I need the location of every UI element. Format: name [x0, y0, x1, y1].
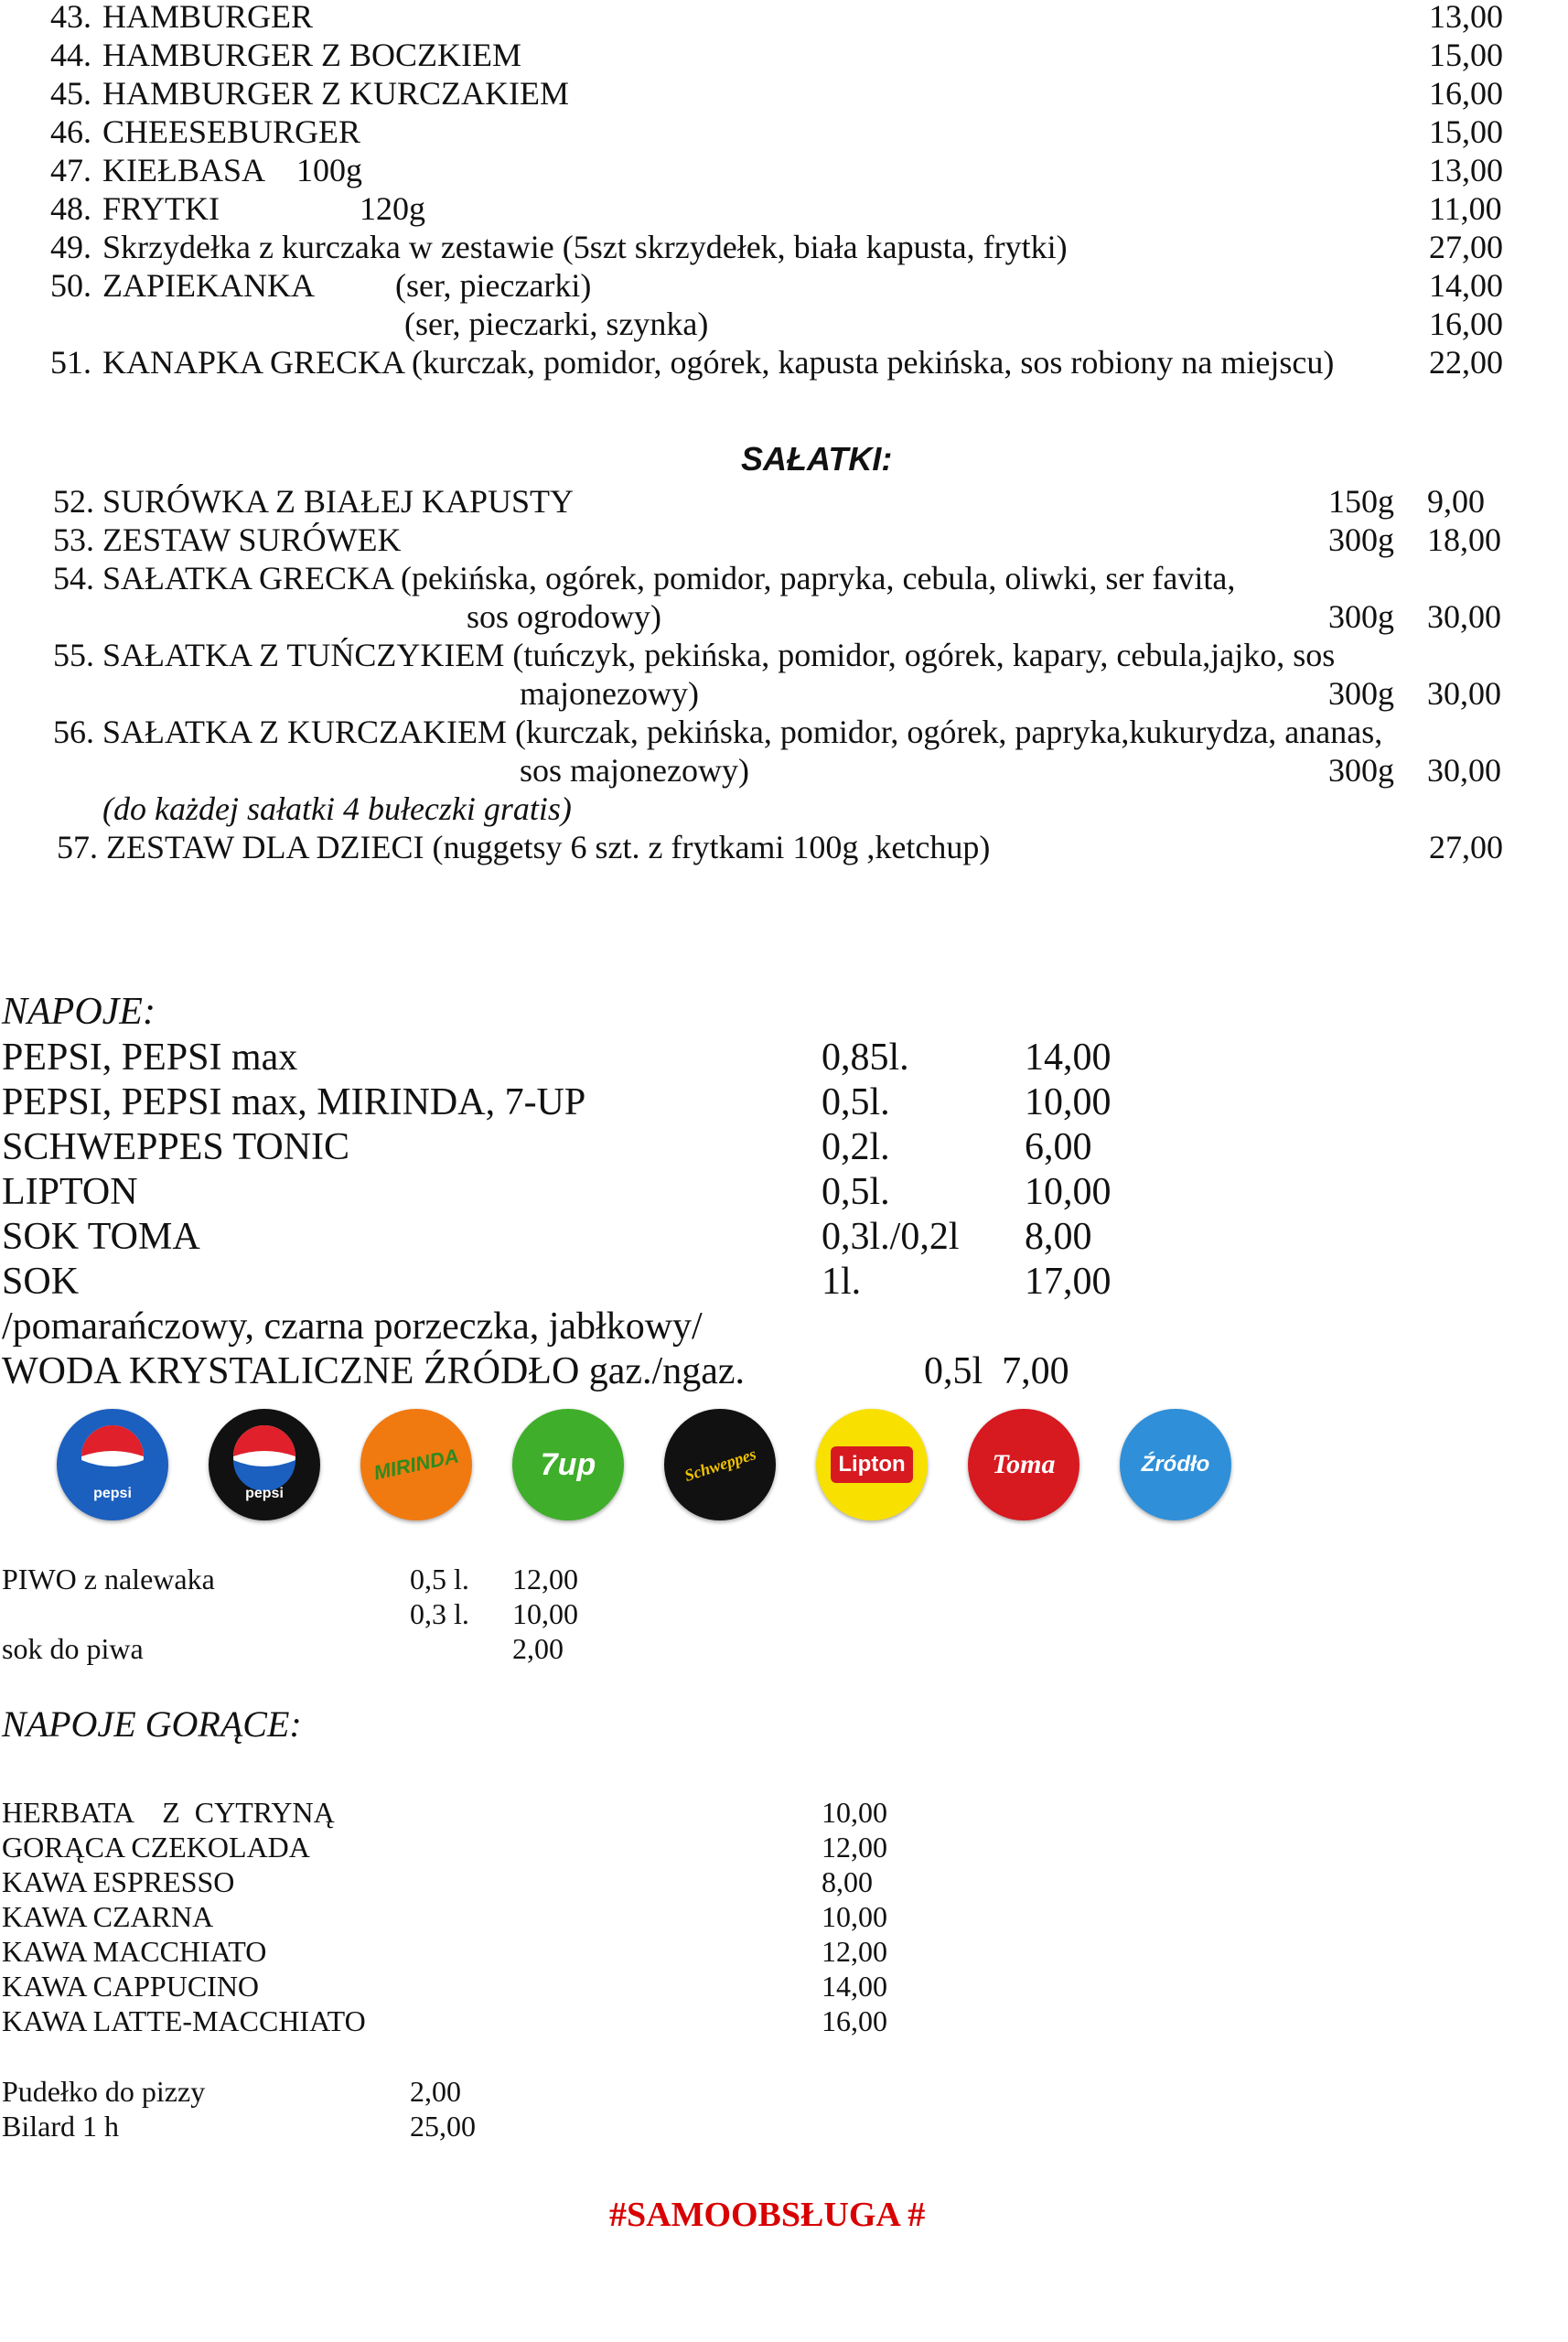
- drink-logos: [57, 1409, 1246, 1523]
- food-num-51: 51.: [50, 344, 91, 381]
- food-price-44: 15,00: [1429, 37, 1503, 73]
- drink-name-0: PEPSI, PEPSI max: [2, 1037, 298, 1079]
- drink-size-4: 0,3l./0,2l: [822, 1216, 960, 1258]
- salad-price-53: 18,00: [1427, 521, 1501, 558]
- hot-drink-name-6: KAWA LATTE-MACCHIATO: [2, 2004, 366, 2037]
- food-name-50: ZAPIEKANKA (ser, pieczarki): [102, 267, 592, 304]
- food-price-51: 22,00: [1429, 344, 1503, 381]
- drink-name-4: SOK TOMA: [2, 1216, 200, 1258]
- food-num-50: 50.: [50, 267, 91, 304]
- toma-logo: Toma: [968, 1409, 1079, 1520]
- beer-name-0: PIWO z nalewaka: [2, 1563, 215, 1595]
- salad-line-54b: sos ogrodowy): [467, 598, 661, 635]
- beer-size-1: 0,3 l.: [410, 1597, 469, 1630]
- drink-price-4: 8,00: [1025, 1216, 1092, 1258]
- pepsi-logo: pepsi: [57, 1409, 168, 1520]
- drink-price-1: 10,00: [1025, 1081, 1112, 1123]
- schweppes-logo: Schweppes: [664, 1409, 776, 1520]
- food-num-43: 43.: [50, 0, 91, 35]
- salad-line-55b: majonezowy): [520, 675, 699, 712]
- hot-drink-name-3: KAWA CZARNA: [2, 1900, 214, 1933]
- food-num-49: 49.: [50, 229, 91, 265]
- food-num-48: 48.: [50, 190, 91, 227]
- salad-weight-56: 300g: [1328, 752, 1394, 789]
- food-price-46: 15,00: [1429, 113, 1503, 150]
- kids-set-price: 27,00: [1429, 829, 1503, 865]
- extra-price-1: 25,00: [410, 2110, 476, 2143]
- salads-note: (do każdej sałatki 4 bułeczki gratis): [102, 790, 572, 827]
- lipton-logo: Lipton: [816, 1409, 928, 1520]
- pepsi-max-logo: pepsi: [209, 1409, 320, 1520]
- hot-drink-price-2: 8,00: [822, 1865, 873, 1898]
- food-price-43: 13,00: [1429, 0, 1503, 35]
- drink-name-1: PEPSI, PEPSI max, MIRINDA, 7-UP: [2, 1081, 586, 1123]
- food-num-45: 45.: [50, 75, 91, 112]
- salad-price-56: 30,00: [1427, 752, 1501, 789]
- food-price-50: 14,00: [1429, 267, 1503, 304]
- drink-name-5: SOK: [2, 1261, 80, 1303]
- salad-line-52: 52. SURÓWKA Z BIAŁEJ KAPUSTY: [53, 483, 575, 520]
- food-name-50b: (ser, pieczarki, szynka): [404, 306, 709, 342]
- drink-price-3: 10,00: [1025, 1171, 1112, 1213]
- hot-drink-name-0: HERBATA Z CYTRYNĄ: [2, 1796, 335, 1829]
- hot-drink-name-4: KAWA MACCHIATO: [2, 1935, 267, 1968]
- food-price-48: 11,00: [1429, 190, 1502, 227]
- salad-price-52: 9,00: [1427, 483, 1485, 520]
- salad-line-53: 53. ZESTAW SURÓWEK: [53, 521, 402, 558]
- water-size-price: 0,5l 7,00: [924, 1350, 1069, 1392]
- food-name-43: HAMBURGER: [102, 0, 314, 35]
- salad-line-55: 55. SAŁATKA Z TUŃCZYKIEM (tuńczyk, pekińska, pomidor, ogórek, kapary, cebula,jajko, sos: [53, 637, 1336, 673]
- food-name-48: FRYTKI 120g: [102, 190, 426, 227]
- food-name-44: HAMBURGER Z BOCZKIEM: [102, 37, 522, 73]
- hot-drink-name-5: KAWA CAPPUCINO: [2, 1970, 260, 2003]
- food-num-47: 47.: [50, 152, 91, 188]
- salad-line-56b: sos majonezowy): [520, 752, 749, 789]
- hot-drink-price-0: 10,00: [822, 1796, 887, 1829]
- food-name-51: KANAPKA GRECKA (kurczak, pomidor, ogórek, kapusta pekińska, sos robiony na miejscu): [102, 344, 1335, 381]
- beer-name-2: sok do piwa: [2, 1632, 144, 1665]
- salad-line-54: 54. SAŁATKA GRECKA (pekińska, ogórek, pomidor, papryka, cebula, oliwki, ser favita,: [53, 560, 1236, 596]
- food-price-47: 13,00: [1429, 152, 1503, 188]
- food-name-49: Skrzydełka z kurczaka w zestawie (5szt skrzydełek, biała kapusta, frytki): [102, 229, 1068, 265]
- beer-price-2: 2,00: [512, 1632, 564, 1665]
- salad-weight-54: 300g: [1328, 598, 1394, 635]
- drink-price-0: 14,00: [1025, 1037, 1112, 1079]
- hot-drink-price-5: 14,00: [822, 1970, 887, 2003]
- food-name-47: KIEŁBASA 100g: [102, 152, 363, 188]
- food-price-50b: 16,00: [1429, 306, 1503, 342]
- salad-price-54: 30,00: [1427, 598, 1501, 635]
- hot-drinks-title: NAPOJE GORĄCE:: [2, 1703, 302, 1745]
- beer-size-0: 0,5 l.: [410, 1563, 469, 1595]
- salads-title: SAŁATKI:: [741, 440, 893, 478]
- krystaliczne-zrodlo-logo: Źródło: [1120, 1409, 1231, 1520]
- beer-price-1: 10,00: [512, 1597, 578, 1630]
- food-price-49: 27,00: [1429, 229, 1503, 265]
- drink-price-5: 17,00: [1025, 1261, 1112, 1303]
- salad-weight-53: 300g: [1328, 521, 1394, 558]
- mirinda-logo: MIRINDA: [360, 1409, 472, 1520]
- food-name-45: HAMBURGER Z KURCZAKIEM: [102, 75, 570, 112]
- drinks-title: NAPOJE:: [2, 991, 156, 1033]
- drink-size-3: 0,5l.: [822, 1171, 890, 1213]
- kids-set: 57. ZESTAW DLA DZIECI (nuggetsy 6 szt. z frytkami 100g ,ketchup): [57, 829, 991, 865]
- hot-drink-price-4: 12,00: [822, 1935, 887, 1968]
- 7up-logo: 7up: [512, 1409, 624, 1520]
- hot-drink-price-1: 12,00: [822, 1831, 887, 1864]
- drink-name-2: SCHWEPPES TONIC: [2, 1126, 350, 1168]
- drink-size-2: 0,2l.: [822, 1126, 890, 1168]
- extra-name-0: Pudełko do pizzy: [2, 2075, 206, 2108]
- drink-size-0: 0,85l.: [822, 1037, 909, 1079]
- food-price-45: 16,00: [1429, 75, 1503, 112]
- salad-weight-55: 300g: [1328, 675, 1394, 712]
- self-service-footer: #SAMOOBSŁUGA #: [609, 2196, 926, 2234]
- drink-name-3: LIPTON: [2, 1171, 138, 1213]
- food-num-46: 46.: [50, 113, 91, 150]
- hot-drink-name-2: KAWA ESPRESSO: [2, 1865, 235, 1898]
- food-name-46: CHEESEBURGER: [102, 113, 361, 150]
- salad-line-56: 56. SAŁATKA Z KURCZAKIEM (kurczak, pekińska, pomidor, ogórek, papryka,kukurydza, ananas,: [53, 714, 1383, 750]
- hot-drink-price-3: 10,00: [822, 1900, 887, 1933]
- drink-price-2: 6,00: [1025, 1126, 1092, 1168]
- juice-flavors: /pomarańczowy, czarna porzeczka, jabłkowy/: [2, 1305, 703, 1348]
- beer-price-0: 12,00: [512, 1563, 578, 1595]
- drink-size-5: 1l.: [822, 1261, 862, 1303]
- water-name: WODA KRYSTALICZNE ŹRÓDŁO gaz./ngaz.: [2, 1350, 746, 1392]
- food-num-44: 44.: [50, 37, 91, 73]
- hot-drink-name-1: GORĄCA CZEKOLADA: [2, 1831, 310, 1864]
- salad-weight-52: 150g: [1328, 483, 1394, 520]
- extra-name-1: Bilard 1 h: [2, 2110, 119, 2143]
- hot-drink-price-6: 16,00: [822, 2004, 887, 2037]
- salad-price-55: 30,00: [1427, 675, 1501, 712]
- extra-price-0: 2,00: [410, 2075, 461, 2108]
- drink-size-1: 0,5l.: [822, 1081, 890, 1123]
